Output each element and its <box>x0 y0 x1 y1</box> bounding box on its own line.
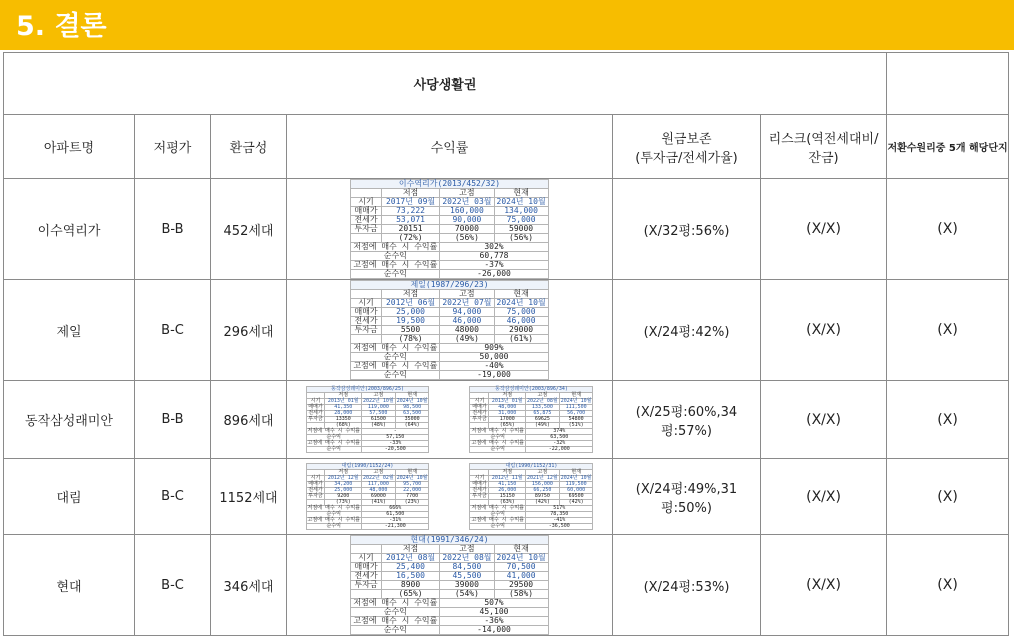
mini-label: 저점에 매수 시 수익률 <box>471 505 524 511</box>
mini-cell: 2022년 10월 <box>363 398 394 404</box>
mini-cell: 2012년 12월 <box>325 476 362 482</box>
mini-cell: 2022년 02월 <box>363 475 394 481</box>
grade-value: B-C <box>135 459 211 535</box>
grade-value: B-C <box>135 535 211 636</box>
risk-value: (X/X) <box>761 179 887 280</box>
mini-cell: 5500 <box>381 326 440 335</box>
mini-cell: 25,400 <box>381 563 440 572</box>
mini-cell: 2024년 10월 <box>396 398 428 404</box>
risk-value: (X/X) <box>761 381 887 459</box>
match-value: (X) <box>887 179 1009 280</box>
mini-cell: 28,000 <box>325 411 362 417</box>
mini-cell: 46,000 <box>440 317 494 326</box>
principal-value: (X/24평:49%,31평:50%) <box>613 459 761 535</box>
return-table <box>350 280 548 380</box>
mini-header: 저점 <box>325 470 362 476</box>
mini-label: 저점에 매수 시 수익률 <box>307 505 361 511</box>
mini-cell: 2021년 12월 <box>527 475 558 481</box>
mini-cell: 17000 <box>489 417 526 423</box>
mini-cell: -41% <box>526 518 593 524</box>
return-tables-cell <box>287 179 613 280</box>
mini-label: 고점에 매수 시 수익률 <box>351 261 440 270</box>
units-value: 296세대 <box>211 280 287 381</box>
mini-label: 매매가 <box>351 207 381 216</box>
table-row <box>4 280 1009 381</box>
mini-cell: (58%) <box>494 590 548 599</box>
section-title: 사당생활권 <box>4 53 887 115</box>
mini-cell: 9200 <box>325 494 362 500</box>
mini-label: 시기 <box>351 554 381 563</box>
mini-label: 투자금 <box>470 494 489 500</box>
mini-cell: (23%) <box>395 500 429 506</box>
mini-cell: 19,500 <box>381 317 440 326</box>
mini-cell: 69625 <box>526 417 560 423</box>
mini-cell: 2022년 08월 <box>440 554 494 563</box>
mini-label: 매매가 <box>306 405 325 411</box>
mini-header: 현재 <box>494 189 548 198</box>
mini-caption: 동작삼성래미안(2003/896/25) <box>306 387 429 393</box>
summary-table <box>3 52 1009 636</box>
mini-cell: 2024년 10월 <box>396 475 428 481</box>
match-value: (X) <box>887 535 1009 636</box>
mini-cell: -22,000 <box>526 447 593 453</box>
mini-cell: (78%) <box>381 335 440 344</box>
mini-cell: 53,071 <box>381 216 440 225</box>
col-header-name: 아파트명 <box>4 115 135 179</box>
mini-cell: 46,000 <box>494 317 548 326</box>
mini-label: 순수익 <box>351 608 440 617</box>
mini-cell: (63%) <box>489 500 526 506</box>
mini-label: 전세가 <box>351 572 381 581</box>
mini-label: 시기 <box>306 399 325 405</box>
mini-label: 순수익 <box>351 252 440 261</box>
mini-label: 순수익 <box>306 524 362 530</box>
mini-cell: 45,100 <box>440 608 548 617</box>
mini-header: 저점 <box>381 290 440 299</box>
mini-cell: (68%) <box>325 423 362 429</box>
mini-cell: 61,500 <box>362 512 429 518</box>
mini-cell: -37% <box>440 261 548 270</box>
mini-cell: 134,000 <box>494 207 548 216</box>
mini-cell: 29000 <box>494 326 548 335</box>
mini-caption: 대림(1990/1152/24) <box>306 464 429 470</box>
mini-cell: 117,000 <box>362 482 396 488</box>
principal-value: (X/24평:53%) <box>613 535 761 636</box>
mini-cell: 15150 <box>489 494 526 500</box>
mini-cell: 90,000 <box>440 216 494 225</box>
mini-cell: 31,000 <box>489 411 526 417</box>
mini-cell: (56%) <box>440 234 494 243</box>
mini-cell: (49%) <box>440 335 494 344</box>
mini-cell: 41,350 <box>325 405 362 411</box>
apartment-name: 동작삼성래미안 <box>4 381 135 459</box>
header-bar <box>0 0 1014 50</box>
mini-cell: 20151 <box>381 225 440 234</box>
mini-cell: 69000 <box>362 494 396 500</box>
risk-value: (X/X) <box>761 459 887 535</box>
mini-cell: -26,000 <box>440 270 548 279</box>
mini-label: 시기 <box>351 299 381 308</box>
match-value: (X) <box>887 280 1009 381</box>
mini-caption: 동작삼성래미안(2003/896/34) <box>470 387 593 393</box>
return-tables-cell <box>287 459 613 535</box>
mini-cell: 16,500 <box>381 572 440 581</box>
col-header-return: 수익률 <box>287 115 613 179</box>
mini-cell: 60,778 <box>440 252 548 261</box>
return-table <box>306 463 430 530</box>
mini-cell: 75,000 <box>494 216 548 225</box>
mini-label: 매매가 <box>470 405 489 411</box>
mini-header: 고점 <box>440 545 494 554</box>
mini-cell: 48,000 <box>489 405 526 411</box>
mini-cell: 70000 <box>440 225 494 234</box>
mini-cell: 2024년 10월 <box>494 554 548 563</box>
mini-label: 순수익 <box>351 371 440 380</box>
mini-header: 저점 <box>489 393 526 399</box>
mini-label: 고점에 매수 시 수익률 <box>351 362 440 371</box>
mini-cell: 50,000 <box>440 353 548 362</box>
mini-cell: 73,222 <box>381 207 440 216</box>
mini-cell: 7700 <box>395 494 429 500</box>
mini-cell: 57,150 <box>362 435 429 441</box>
apartment-name: 현대 <box>4 535 135 636</box>
mini-cell: 156,000 <box>526 482 560 488</box>
mini-label: 매매가 <box>351 563 381 572</box>
principal-value: (X/24평:42%) <box>613 280 761 381</box>
mini-header: 고점 <box>362 470 396 476</box>
mini-cell: 60,000 <box>559 488 593 494</box>
return-table <box>350 535 548 635</box>
mini-cell: (72%) <box>381 234 440 243</box>
table-row <box>4 535 1009 636</box>
mini-caption: 이수역리가(2013/452/32) <box>351 180 548 189</box>
mini-cell: 69500 <box>559 494 593 500</box>
mini-header: 저점 <box>325 393 362 399</box>
mini-cell: 22,000 <box>395 488 429 494</box>
mini-cell: 65,875 <box>526 411 560 417</box>
mini-cell: 2012년 11월 <box>489 476 526 482</box>
mini-cell: 66,250 <box>526 488 560 494</box>
mini-cell: -19,000 <box>440 371 548 380</box>
mini-cell: (49%) <box>526 423 560 429</box>
col-header-match: 저환수원리중 5개 해당단지 <box>887 115 1009 179</box>
apartment-name: 대림 <box>4 459 135 535</box>
col-header-risk: 리스크(역전세대비/ 잔금) <box>761 115 887 179</box>
mini-caption: 제일(1987/296/23) <box>351 281 548 290</box>
mini-cell: 2017년 09월 <box>381 198 440 207</box>
mini-cell: 29500 <box>494 581 548 590</box>
page-title: 5. 결론 <box>16 11 107 42</box>
mini-cell: 2022년 08월 <box>527 398 558 404</box>
mini-cell: -36,500 <box>526 524 593 530</box>
mini-label: 저점에 매수 시 수익률 <box>351 243 440 252</box>
mini-header: 고점 <box>440 189 494 198</box>
mini-label: 투자금 <box>351 581 381 590</box>
risk-value: (X/X) <box>761 535 887 636</box>
mini-cell: 95,700 <box>395 482 429 488</box>
mini-label: 순수익 <box>351 626 440 635</box>
mini-cell: -32% <box>526 441 593 447</box>
mini-header: 고점 <box>526 470 560 476</box>
mini-cell: (65%) <box>489 423 526 429</box>
mini-label: 매매가 <box>306 482 325 488</box>
mini-cell: 94,000 <box>440 308 494 317</box>
units-value: 896세대 <box>211 381 287 459</box>
mini-label: 전세가 <box>306 488 325 494</box>
mini-caption: 대림(1990/1152/31) <box>470 464 593 470</box>
mini-cell: 507% <box>440 599 548 608</box>
mini-cell: 2024년 10월 <box>494 299 548 308</box>
mini-label: 투자금 <box>351 225 381 234</box>
mini-label: 저점에 매수 시 수익률 <box>351 599 440 608</box>
mini-cell: 54800 <box>559 417 593 423</box>
mini-label: 고점에 매수 시 수익률 <box>471 440 524 446</box>
mini-cell: 78,350 <box>526 512 593 518</box>
mini-cell: -14,000 <box>440 626 548 635</box>
col-header-grade: 저평가 <box>135 115 211 179</box>
mini-cell: -20,500 <box>362 447 429 453</box>
mini-cell: -21,300 <box>362 524 429 530</box>
mini-label: 시기 <box>470 399 489 405</box>
mini-label: 매매가 <box>470 482 489 488</box>
mini-cell: 2022년 07월 <box>440 299 494 308</box>
apartment-name: 제일 <box>4 280 135 381</box>
grade-value: B-B <box>135 179 211 280</box>
mini-label: 순수익 <box>470 435 526 441</box>
mini-header: 현재 <box>559 393 593 399</box>
match-value: (X) <box>887 381 1009 459</box>
mini-cell: 48000 <box>440 326 494 335</box>
mini-label: 순수익 <box>351 270 440 279</box>
mini-header: 고점 <box>526 393 560 399</box>
mini-cell: 111,500 <box>559 405 593 411</box>
mini-header: 현재 <box>494 545 548 554</box>
mini-label: 순수익 <box>470 524 526 530</box>
return-tables-cell <box>287 280 613 381</box>
return-table <box>350 179 548 279</box>
mini-label: 고점에 매수 시 수익률 <box>307 517 361 523</box>
mini-label: 순수익 <box>470 447 526 453</box>
mini-header: 저점 <box>489 470 526 476</box>
mini-cell: 45,500 <box>440 572 494 581</box>
mini-cell: 13350 <box>325 417 362 423</box>
mini-cell: (56%) <box>494 234 548 243</box>
mini-cell: 75,000 <box>494 308 548 317</box>
mini-cell: (42%) <box>526 500 560 506</box>
col-header-liquidity: 환금성 <box>211 115 287 179</box>
mini-label: 매매가 <box>351 308 381 317</box>
mini-label: 전세가 <box>351 317 381 326</box>
mini-label: 투자금 <box>306 417 325 423</box>
mini-label: 시기 <box>470 476 489 482</box>
match-value: (X) <box>887 459 1009 535</box>
mini-cell: (73%) <box>325 500 362 506</box>
return-table <box>469 386 593 453</box>
mini-cell: 48,000 <box>362 488 396 494</box>
mini-label: 전세가 <box>470 488 489 494</box>
mini-cell: -33% <box>362 441 429 447</box>
mini-label: 저점에 매수 시 수익률 <box>351 344 440 353</box>
return-table <box>469 463 593 530</box>
mini-cell: 98,500 <box>395 405 429 411</box>
mini-cell: 57,500 <box>362 411 396 417</box>
mini-label: 저점에 매수 시 수익률 <box>471 428 524 434</box>
mini-cell: 25,000 <box>325 488 362 494</box>
mini-label: 시기 <box>306 476 325 482</box>
mini-label: 저점에 매수 시 수익률 <box>307 428 361 434</box>
table-row <box>4 179 1009 280</box>
return-table <box>306 386 430 453</box>
mini-label: 순수익 <box>470 512 526 518</box>
mini-cell: 374% <box>526 429 593 435</box>
mini-label: 고점에 매수 시 수익률 <box>471 517 524 523</box>
mini-cell: -36% <box>440 617 548 626</box>
mini-cell: 517% <box>526 506 593 512</box>
return-tables-cell <box>287 535 613 636</box>
mini-cell: 34,200 <box>325 482 362 488</box>
mini-cell: 25,000 <box>381 308 440 317</box>
mini-cell: 2013년 01월 <box>489 399 526 405</box>
mini-header: 현재 <box>395 393 429 399</box>
mini-cell: (61%) <box>494 335 548 344</box>
mini-label: 투자금 <box>470 417 489 423</box>
mini-cell: 2013년 01월 <box>325 399 362 405</box>
units-value: 1152세대 <box>211 459 287 535</box>
mini-cell: 63,500 <box>395 411 429 417</box>
mini-cell: 41,150 <box>489 482 526 488</box>
units-value: 452세대 <box>211 179 287 280</box>
mini-label: 순수익 <box>306 435 362 441</box>
mini-caption: 현대(1991/346/24) <box>351 536 548 545</box>
mini-cell: (65%) <box>381 590 440 599</box>
mini-cell: 909% <box>440 344 548 353</box>
mini-cell: -40% <box>440 362 548 371</box>
mini-header: 현재 <box>395 470 429 476</box>
mini-cell: 666% <box>362 506 429 512</box>
mini-label: 전세가 <box>470 411 489 417</box>
mini-cell: (54%) <box>440 590 494 599</box>
units-value: 346세대 <box>211 535 287 636</box>
col-header-principal: 원금보존 (투자금/전세가율) <box>613 115 761 179</box>
mini-label: 시기 <box>351 198 381 207</box>
mini-cell: 70,500 <box>494 563 548 572</box>
mini-cell: 2024년 10월 <box>494 198 548 207</box>
mini-cell: 160,000 <box>440 207 494 216</box>
mini-cell: 119,500 <box>559 482 593 488</box>
mini-header: 현재 <box>494 290 548 299</box>
mini-cell: 2012년 08월 <box>381 554 440 563</box>
mini-label: 투자금 <box>306 494 325 500</box>
mini-cell: 56,700 <box>559 411 593 417</box>
mini-header: 현재 <box>559 470 593 476</box>
risk-value: (X/X) <box>761 280 887 381</box>
mini-cell: 61500 <box>362 417 396 423</box>
return-tables-cell <box>287 381 613 459</box>
apartment-name: 이수역리가 <box>4 179 135 280</box>
mini-cell: (41%) <box>362 500 396 506</box>
mini-header: 고점 <box>362 393 396 399</box>
mini-cell: (64%) <box>395 423 429 429</box>
mini-header: 고점 <box>440 290 494 299</box>
mini-cell: (51%) <box>559 423 593 429</box>
mini-header: 저점 <box>381 189 440 198</box>
mini-cell: 63,500 <box>526 435 593 441</box>
mini-cell: 133,500 <box>526 405 560 411</box>
mini-cell: 2024년 10월 <box>560 475 592 481</box>
mini-label: 순수익 <box>306 447 362 453</box>
mini-cell: 302% <box>440 243 548 252</box>
mini-label: 순수익 <box>306 512 362 518</box>
mini-cell: 39000 <box>440 581 494 590</box>
mini-cell: - <box>362 429 429 435</box>
mini-label: 고점에 매수 시 수익률 <box>351 617 440 626</box>
mini-label: 순수익 <box>351 353 440 362</box>
grade-value: B-B <box>135 381 211 459</box>
mini-cell: 2012년 06월 <box>381 299 440 308</box>
mini-cell: 89750 <box>526 494 560 500</box>
mini-cell: (42%) <box>559 500 593 506</box>
mini-cell: 59000 <box>494 225 548 234</box>
mini-cell: 26,000 <box>489 488 526 494</box>
mini-cell: 2022년 03월 <box>440 198 494 207</box>
mini-cell: -31% <box>362 518 429 524</box>
mini-label: 전세가 <box>351 216 381 225</box>
principal-value: (X/32평:56%) <box>613 179 761 280</box>
mini-cell <box>351 590 381 599</box>
table-row <box>4 459 1009 535</box>
mini-label: 투자금 <box>351 326 381 335</box>
mini-cell: 35000 <box>395 417 429 423</box>
mini-cell: 119,000 <box>362 405 396 411</box>
grade-value: B-C <box>135 280 211 381</box>
mini-cell: 41,000 <box>494 572 548 581</box>
mini-cell: 8900 <box>381 581 440 590</box>
mini-cell: 2024년 10월 <box>560 398 592 404</box>
table-row <box>4 381 1009 459</box>
mini-label: 전세가 <box>306 411 325 417</box>
mini-cell: 84,500 <box>440 563 494 572</box>
mini-header: 저점 <box>381 545 440 554</box>
mini-cell: (48%) <box>362 423 396 429</box>
principal-value: (X/25평:60%,34평:57%) <box>613 381 761 459</box>
mini-label: 고점에 매수 시 수익률 <box>307 440 361 446</box>
